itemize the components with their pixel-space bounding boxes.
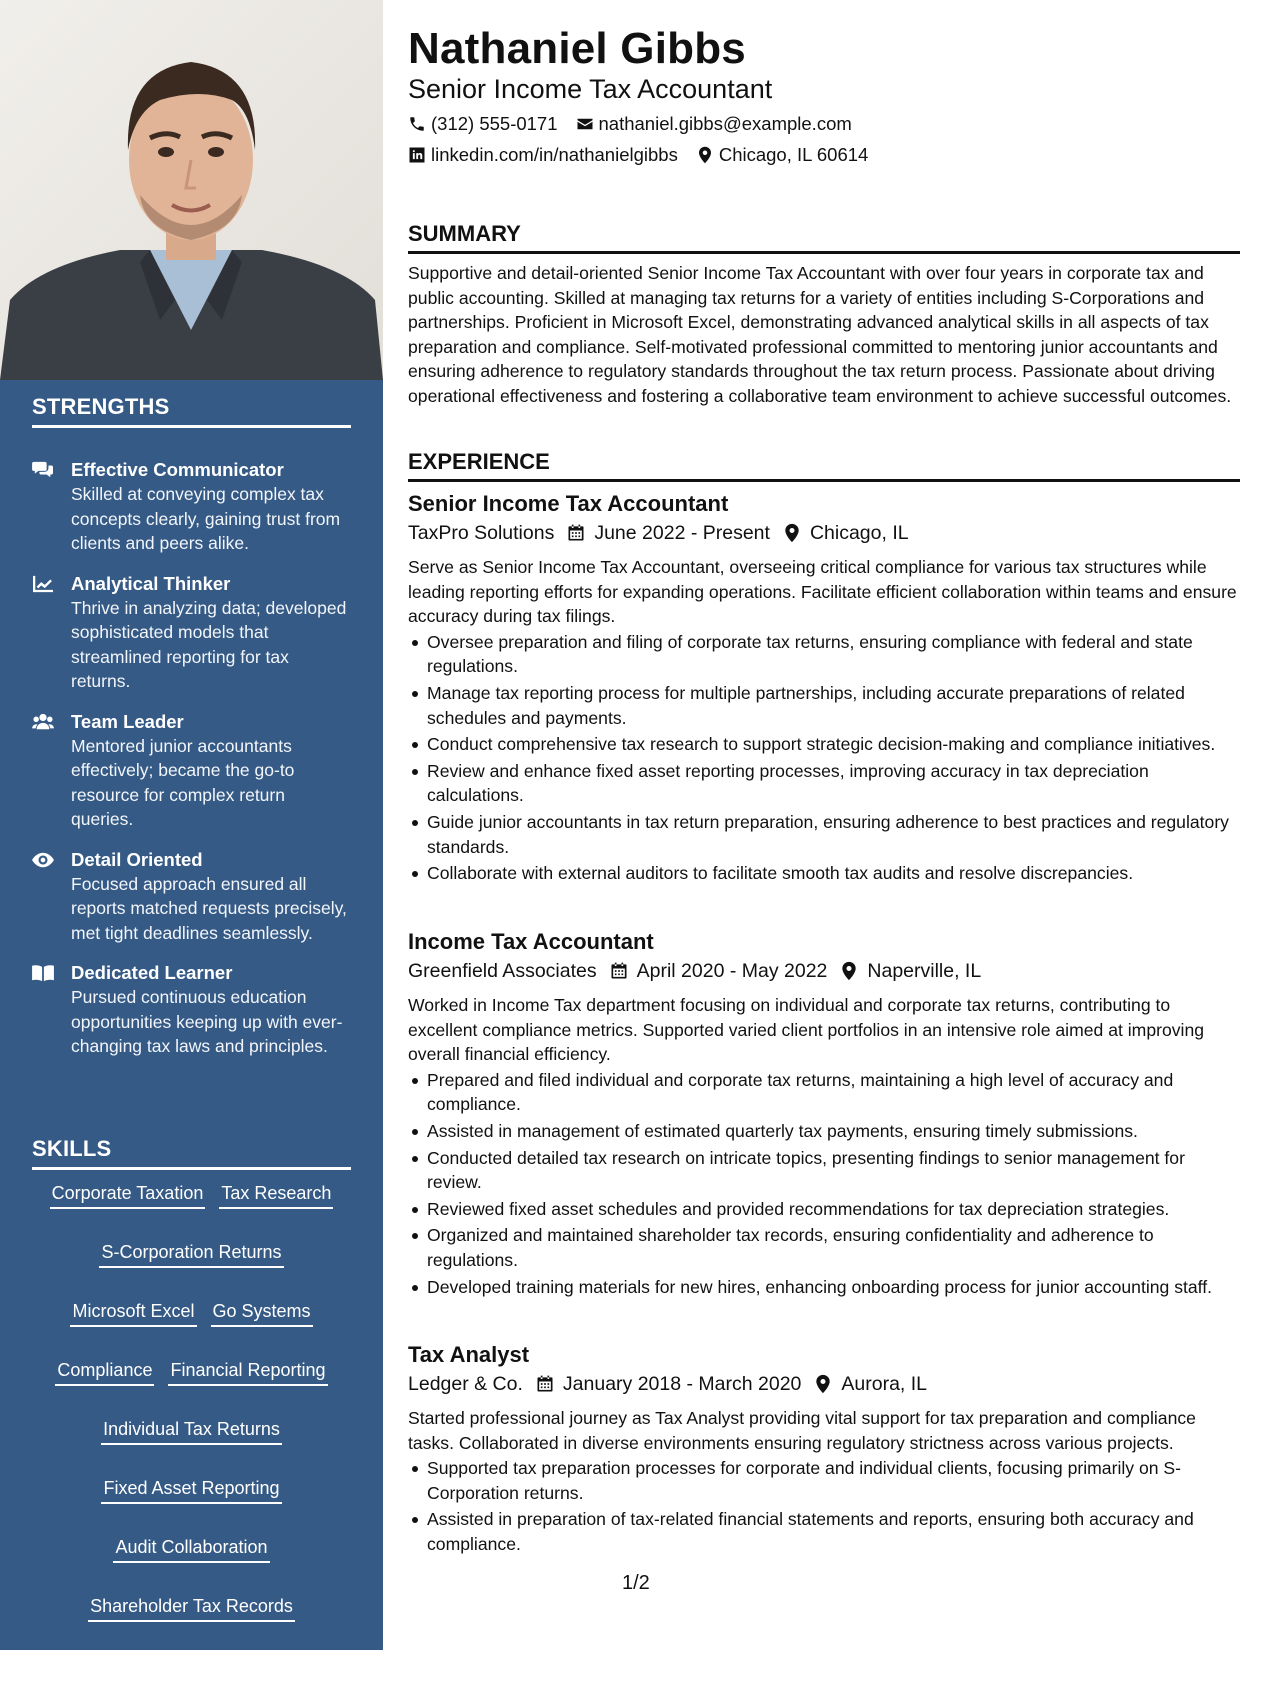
map-pin-icon xyxy=(696,146,714,164)
calendar-icon xyxy=(566,523,586,543)
strength-item xyxy=(32,710,352,832)
job-bullets xyxy=(408,1456,1240,1556)
summary-heading: SUMMARY xyxy=(408,221,1240,254)
list-item: Manage tax reporting process for multiple partnerships, including accurate preparations of related schedules and payments. xyxy=(408,681,1240,730)
calendar-icon xyxy=(535,1374,555,1394)
skill-tag: Corporate Taxation xyxy=(50,1182,206,1209)
email-contact[interactable] xyxy=(576,113,852,135)
job-description: Started professional journey as Tax Analyst providing vital support for tax preparation and compliance tasks. Collaborated in diverse environments ensuring regulatory strictness across various projects. xyxy=(408,1408,1196,1453)
skill-tag: Microsoft Excel xyxy=(70,1300,196,1327)
envelope-icon xyxy=(576,115,594,133)
strength-desc: Focused approach ensured all reports matched requests precisely, met tight deadlines seamlessly. xyxy=(71,873,347,943)
job-location: Chicago, IL xyxy=(809,522,909,544)
map-pin-icon xyxy=(813,1374,833,1394)
strength-desc: Mentored junior accountants effectively; became the go-to resource for complex return queries. xyxy=(71,735,295,829)
book-open-icon xyxy=(32,963,54,983)
skill-tag: Compliance xyxy=(55,1359,154,1386)
job-location: Naperville, IL xyxy=(867,960,982,982)
list-item: Collaborate with external auditors to facilitate smooth tax audits and resolve discrepancies. xyxy=(408,861,1240,886)
summary-text: Supportive and detail-oriented Senior Income Tax Accountant with over four years in corporate tax and public accounting. Skilled at managing tax returns for a variety of entities including S-Corporations and partnerships. Proficient in Microsoft Excel, demonstrating advanced analytical skills in all aspects of tax preparation and compliance. Self-motivated professional committed to mentoring junior accountants and ensuring adherence to regulatory standards throughout the tax return process. Passionate about driving operational effectiveness and fostering a collaborative team environment to achieve successful outcomes. xyxy=(408,263,1232,406)
users-icon xyxy=(32,712,54,732)
skill-tag: Individual Tax Returns xyxy=(101,1418,282,1445)
candidate-name: Nathaniel Gibbs xyxy=(408,24,746,73)
phone-icon xyxy=(408,115,426,133)
calendar-icon xyxy=(609,961,629,981)
list-item: Reviewed fixed asset schedules and provided recommendations for tax depreciation strategies. xyxy=(408,1197,1240,1222)
strength-desc: Pursued continuous education opportunities keeping up with ever-changing tax laws and principles. xyxy=(71,987,343,1056)
job-title: Tax Analyst xyxy=(408,1342,530,1367)
job-company: TaxPro Solutions xyxy=(408,522,555,544)
job-description: Serve as Senior Income Tax Accountant, overseeing critical compliance for various tax structures while leading reporting efforts for expanding operations. Facilitate efficient collaboration within teams and ensure accuracy during tax filings. xyxy=(408,557,1237,627)
linkedin-icon xyxy=(408,146,426,164)
eye-icon xyxy=(32,850,54,870)
sidebar xyxy=(0,0,383,1675)
strengths-heading: STRENGTHS xyxy=(32,394,351,428)
skill-tag: Tax Research xyxy=(219,1182,333,1209)
email-text: nathaniel.gibbs@example.com xyxy=(598,113,852,134)
list-item: Conduct comprehensive tax research to support strategic decision-making and compliance initiatives. xyxy=(408,732,1240,757)
strength-item xyxy=(32,961,352,1059)
map-pin-icon xyxy=(839,961,859,981)
list-item: Assisted in management of estimated quarterly tax payments, ensuring timely submissions. xyxy=(408,1119,1240,1144)
phone-contact[interactable] xyxy=(408,113,558,135)
skill-tag: Financial Reporting xyxy=(168,1359,327,1386)
job-bullets xyxy=(408,1068,1240,1299)
chat-bubbles-icon xyxy=(32,460,54,480)
strength-desc: Thrive in analyzing data; developed sophisticated models that streamlined reporting for tax returns. xyxy=(71,597,347,691)
skill-tag: Go Systems xyxy=(211,1300,313,1327)
job-title: Income Tax Accountant xyxy=(408,929,654,954)
strength-desc: Skilled at conveying complex tax concepts clearly, gaining trust from clients and peers alike. xyxy=(71,484,341,553)
skill-tag: Fixed Asset Reporting xyxy=(101,1477,281,1504)
job-meta xyxy=(408,957,1240,985)
experience-heading: EXPERIENCE xyxy=(408,449,1240,482)
job-title: Senior Income Tax Accountant xyxy=(408,491,729,516)
strength-title: Analytical Thinker xyxy=(71,572,231,594)
job-location: Aurora, IL xyxy=(841,1373,928,1395)
skills-heading: SKILLS xyxy=(32,1136,351,1170)
list-item: Oversee preparation and filing of corporate tax returns, ensuring compliance with federal and state regulations. xyxy=(408,630,1240,679)
linkedin-contact[interactable] xyxy=(408,144,678,166)
linkedin-text: linkedin.com/in/nathanielgibbs xyxy=(431,144,678,165)
strength-item xyxy=(32,572,352,694)
phone-text: (312) 555-0171 xyxy=(431,113,558,134)
contact-row xyxy=(408,113,870,135)
list-item: Prepared and filed individual and corporate tax returns, maintaining a high level of accuracy and compliance. xyxy=(408,1068,1240,1117)
list-item: Conducted detailed tax research on intricate topics, presenting findings to senior management for review. xyxy=(408,1146,1240,1195)
job-dates: April 2020 - May 2022 xyxy=(636,960,828,982)
strength-item xyxy=(32,458,352,556)
list-item: Assisted in preparation of tax-related financial statements and reports, ensuring both accuracy and compliance. xyxy=(408,1507,1240,1556)
list-item: Supported tax preparation processes for corporate and individual clients, focusing primarily on S-Corporation returns. xyxy=(408,1456,1240,1505)
skills-list xyxy=(32,1182,351,1681)
line-chart-icon xyxy=(32,574,54,594)
location-contact xyxy=(696,144,868,166)
list-item: Guide junior accountants in tax return preparation, ensuring adherence to best practices and regulatory standards. xyxy=(408,810,1240,859)
job-description: Worked in Income Tax department focusing on individual and corporate tax returns, contributing to excellent compliance metrics. Supported varied client portfolios in an intensive role aimed at improving overall financial efficiency. xyxy=(408,995,1205,1065)
job-bullets xyxy=(408,630,1240,886)
map-pin-icon xyxy=(782,523,802,543)
skill-tag: S-Corporation Returns xyxy=(99,1241,283,1268)
job-entry xyxy=(408,927,1240,1301)
job-company: Greenfield Associates xyxy=(408,960,597,982)
job-dates: June 2022 - Present xyxy=(594,522,770,544)
skill-tag: Audit Collaboration xyxy=(113,1536,269,1563)
job-entry xyxy=(408,489,1240,888)
strength-item xyxy=(32,848,352,946)
list-item: Organized and maintained shareholder tax records, ensuring confidentiality and adherence to regulations. xyxy=(408,1223,1240,1272)
job-entry xyxy=(408,1340,1240,1559)
location-text: Chicago, IL 60614 xyxy=(718,144,869,165)
strengths-list xyxy=(32,458,352,1075)
contact-row-2 xyxy=(408,144,886,166)
list-item: Developed training materials for new hires, enhancing onboarding process for junior accounting staff. xyxy=(408,1275,1240,1300)
strength-title: Dedicated Learner xyxy=(71,962,233,983)
job-meta xyxy=(408,519,1240,547)
strength-title: Detail Oriented xyxy=(71,848,203,870)
strength-title: Team Leader xyxy=(71,710,184,732)
job-company: Ledger & Co. xyxy=(408,1373,523,1395)
strength-title: Effective Communicator xyxy=(71,459,284,480)
candidate-headline: Senior Income Tax Accountant xyxy=(408,74,773,104)
skill-tag: Shareholder Tax Records xyxy=(88,1595,295,1622)
page-number: 1/2 xyxy=(622,1572,650,1594)
list-item: Review and enhance fixed asset reporting processes, improving accuracy in tax depreciation calculations. xyxy=(408,759,1240,808)
job-meta xyxy=(408,1370,1240,1398)
profile-photo xyxy=(0,0,383,380)
skill-tag: Quarterly Payments xyxy=(110,1654,273,1681)
job-dates: January 2018 - March 2020 xyxy=(562,1373,802,1395)
